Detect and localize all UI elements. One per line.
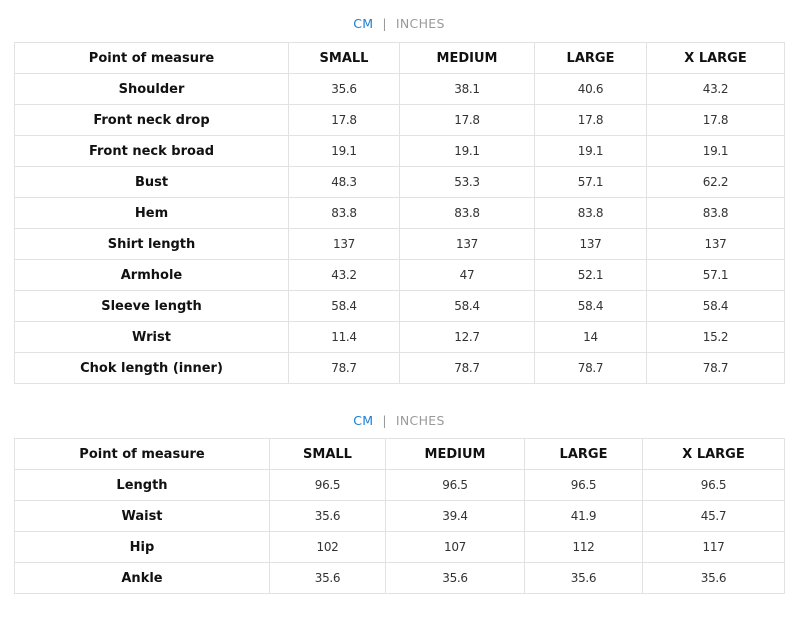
measure-label: Bust: [15, 167, 289, 198]
table-header-row: [15, 439, 785, 470]
size-value: 58.4: [400, 291, 535, 322]
table-row: [15, 74, 785, 105]
size-value: 62.2: [647, 167, 785, 198]
size-value: 83.8: [289, 198, 400, 229]
size-value: 45.7: [643, 501, 785, 532]
column-header: X LARGE: [643, 439, 785, 470]
size-value: 58.4: [289, 291, 400, 322]
table-row: [15, 167, 785, 198]
size-value: 83.8: [400, 198, 535, 229]
unit-toggle: [0, 12, 798, 34]
column-header: X LARGE: [647, 43, 785, 74]
size-value: 48.3: [289, 167, 400, 198]
table-row: [15, 291, 785, 322]
column-header: LARGE: [535, 43, 647, 74]
inches-toggle[interactable]: INCHES: [395, 412, 445, 428]
size-value: 96.5: [525, 470, 643, 501]
toggle-separator: |: [382, 412, 387, 428]
size-value: 19.1: [535, 136, 647, 167]
toggle-separator: |: [382, 15, 387, 31]
size-value: 40.6: [535, 74, 647, 105]
column-header: MEDIUM: [400, 43, 535, 74]
size-value: 96.5: [386, 470, 525, 501]
column-header: SMALL: [270, 439, 386, 470]
measure-label: Wrist: [15, 322, 289, 353]
size-value: 35.6: [270, 563, 386, 594]
size-value: 52.1: [535, 260, 647, 291]
size-value: 107: [386, 532, 525, 563]
measure-label: Ankle: [15, 563, 270, 594]
size-value: 78.7: [400, 353, 535, 384]
size-value: 19.1: [289, 136, 400, 167]
size-value: 58.4: [535, 291, 647, 322]
size-value: 96.5: [643, 470, 785, 501]
measure-label: Sleeve length: [15, 291, 289, 322]
table-row: [15, 470, 785, 501]
size-value: 17.8: [647, 105, 785, 136]
size-value: 47: [400, 260, 535, 291]
column-header: LARGE: [525, 439, 643, 470]
cm-toggle[interactable]: CM: [353, 15, 374, 31]
size-value: 17.8: [289, 105, 400, 136]
size-value: 14: [535, 322, 647, 353]
size-value: 112: [525, 532, 643, 563]
size-value: 58.4: [647, 291, 785, 322]
size-value: 38.1: [400, 74, 535, 105]
table-row: [15, 501, 785, 532]
measure-label: Front neck broad: [15, 136, 289, 167]
pants-size-table: [14, 438, 785, 594]
size-value: 102: [270, 532, 386, 563]
column-header: Point of measure: [15, 43, 289, 74]
size-value: 35.6: [525, 563, 643, 594]
table-header-row: [15, 43, 785, 74]
size-value: 57.1: [535, 167, 647, 198]
table-row: [15, 105, 785, 136]
size-value: 12.7: [400, 322, 535, 353]
column-header: Point of measure: [15, 439, 270, 470]
size-value: 96.5: [270, 470, 386, 501]
size-value: 117: [643, 532, 785, 563]
measure-label: Hip: [15, 532, 270, 563]
size-value: 35.6: [643, 563, 785, 594]
table-row: [15, 198, 785, 229]
measure-label: Shoulder: [15, 74, 289, 105]
size-value: 53.3: [400, 167, 535, 198]
measure-label: Shirt length: [15, 229, 289, 260]
size-value: 35.6: [289, 74, 400, 105]
inches-toggle[interactable]: INCHES: [395, 15, 445, 31]
size-value: 17.8: [400, 105, 535, 136]
size-value: 83.8: [535, 198, 647, 229]
size-value: 137: [647, 229, 785, 260]
table-row: [15, 353, 785, 384]
size-value: 43.2: [647, 74, 785, 105]
size-value: 35.6: [386, 563, 525, 594]
size-value: 39.4: [386, 501, 525, 532]
size-value: 137: [400, 229, 535, 260]
column-header: MEDIUM: [386, 439, 525, 470]
size-value: 43.2: [289, 260, 400, 291]
table-row: [15, 563, 785, 594]
measure-label: Chok length (inner): [15, 353, 289, 384]
table-row: [15, 322, 785, 353]
measure-label: Hem: [15, 198, 289, 229]
table-row: [15, 260, 785, 291]
size-value: 78.7: [535, 353, 647, 384]
measure-label: Length: [15, 470, 270, 501]
size-value: 137: [289, 229, 400, 260]
size-value: 41.9: [525, 501, 643, 532]
table-row: [15, 136, 785, 167]
size-value: 78.7: [647, 353, 785, 384]
size-value: 83.8: [647, 198, 785, 229]
size-value: 15.2: [647, 322, 785, 353]
size-value: 57.1: [647, 260, 785, 291]
measure-label: Waist: [15, 501, 270, 532]
size-value: 78.7: [289, 353, 400, 384]
table-row: [15, 229, 785, 260]
cm-toggle[interactable]: CM: [353, 412, 374, 428]
size-value: 17.8: [535, 105, 647, 136]
measure-label: Front neck drop: [15, 105, 289, 136]
size-value: 19.1: [400, 136, 535, 167]
unit-toggle: [0, 409, 798, 431]
size-value: 35.6: [270, 501, 386, 532]
size-value: 19.1: [647, 136, 785, 167]
table-row: [15, 532, 785, 563]
column-header: SMALL: [289, 43, 400, 74]
shirt-size-table: [14, 42, 785, 384]
size-value: 137: [535, 229, 647, 260]
measure-label: Armhole: [15, 260, 289, 291]
size-value: 11.4: [289, 322, 400, 353]
